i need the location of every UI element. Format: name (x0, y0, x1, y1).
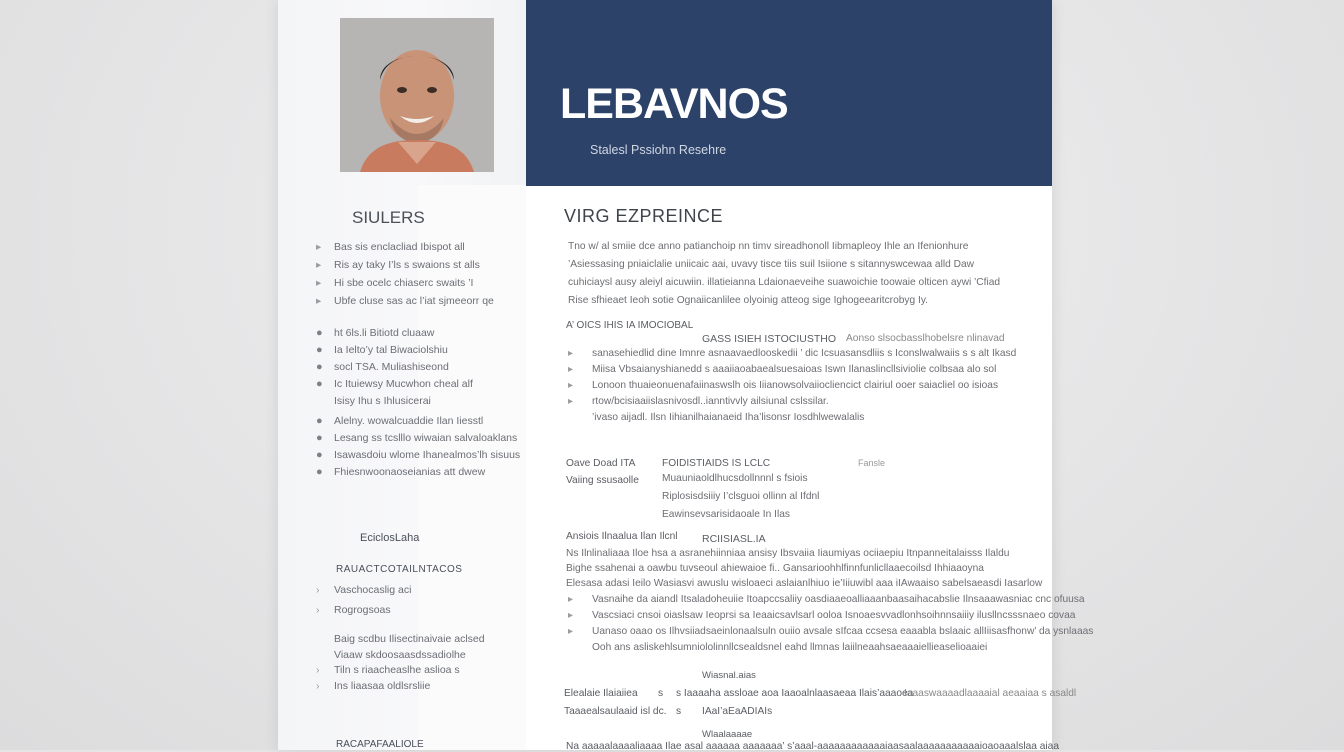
job4-detail: s Iaaaaha assloae aoa Iaaoalnlaasaeaa Ilais’aaaoea (676, 688, 914, 699)
bullet: ● (316, 378, 323, 390)
job2-role: Vaiing ssusaolle (566, 475, 639, 486)
bullet: ▸ (568, 396, 574, 407)
job4-company: Elealaie Ilaiaiiea (564, 688, 638, 699)
job2-title: FOIDISTIAIDS IS LCLC (662, 458, 771, 469)
bullet: ▸ (568, 594, 574, 605)
job2-date: Fansle (858, 458, 886, 468)
list-item: Isisy Ihu s Ihlusicerai (334, 395, 431, 407)
job4-marker: s (676, 706, 682, 717)
list-item: Ooh ans asliskehlsumniololinnllcsealdsnel eahd llmnas laiilneaahsaeaaaiellieaselioaaiei (592, 642, 988, 653)
bullet: ● (316, 466, 323, 478)
bullet: ● (316, 415, 323, 427)
job3-bullets (568, 592, 1093, 656)
list-item: ▸ Lonoon thuaieonuenafaiinaswslh ois Iiianowsolvaiiocliencict clairiul ooer saiacliel oo isioas (568, 378, 1016, 394)
list-item: Eawinsevsarisidaoale In Ilas (662, 509, 790, 520)
bullet: ▸ (568, 364, 574, 375)
skills-list-2 (316, 325, 473, 410)
job1-title: GASS ISIEH ISTOCIUSTHO (702, 333, 836, 345)
job4-role: Taaaealsaulaaid isl dc. (564, 706, 667, 717)
list-item: › Rogrogsoas (316, 600, 411, 620)
list-item: ● Fhiesnwoonaoseianias att dwew (316, 464, 520, 481)
list-item: › Ins liaasaa oldlsrsliie (316, 679, 485, 695)
list-item: ● Ic Ituiewsy Mucwhon cheal alf (316, 376, 473, 393)
job4-title: Wiasnal.aias (702, 670, 756, 681)
education-heading: EciclosLaha (360, 532, 420, 544)
intro-line: ’Asiessasing pniaiclalie uniicaic aai, uvavy tisce tiis suil Isiione s sitannyswcewaa alld Daw (568, 259, 974, 270)
candidate-name: LEBAVNOS (560, 80, 788, 128)
bullet: › (316, 679, 320, 692)
list-item: Baig scdbu Ilisectinaivaie aclsed (334, 633, 485, 645)
list-item: ● Isawasdoiu wlome Ihanealmos’lh sisuus (316, 447, 520, 464)
list-item: ● socl TSA. Muliashiseond (316, 359, 473, 376)
list-item: ▸ Bas sis enclacliad Ibispot all (316, 238, 494, 256)
skills-list-1 (316, 238, 494, 310)
list-item: ● Alelny. wowalcuaddie Ilan Iiesstl (316, 413, 520, 430)
bullet: › (316, 604, 320, 616)
experience-intro (568, 238, 1000, 310)
portfolio-heading: RACAPAFAALIOLE (336, 739, 424, 750)
bullet: ● (316, 327, 323, 339)
intro-line: Bighe ssahenai a oawbu tuvseoul ahiewaioe fi.. Gansarioohhlfinnfunlicllaaecoilsd Ihhiaaoyna (566, 563, 984, 574)
bullet: ● (316, 344, 323, 356)
header-banner (526, 0, 1052, 186)
skills-list-3 (316, 413, 520, 481)
list-item: ▸ sanasehiedlid dine Imnre asnaavaedlooskedii ’ dic Icsuasansdliis s Iconslwalwaiis s s alt Ikasd (568, 346, 1016, 362)
job2-details (662, 470, 819, 524)
list-item: ▸ Uanaso oaao os Ilhvsiiadsaeinlonaalsuln ouiio avsale sIfcaa ccsesa eaaabla bslaaic allIiisasfhonw’ da ysnlaaas (568, 624, 1093, 640)
list-item: ● Ia Ielto’y tal Biwaciolshiu (316, 342, 473, 359)
job3-title: RCIISIASL.IA (702, 533, 766, 545)
list-item: ▸ Ubfe cluse sas ac l’iat sjmeeorr qe (316, 292, 494, 310)
job1-date: Aonso slsocbasslhobelsre nlinavad (846, 333, 1005, 344)
education-subheading: RAUACTCOTAILNTACOS (336, 564, 463, 575)
bullet: ● (316, 449, 323, 461)
education-list-2 (316, 632, 485, 694)
bullet: › (316, 664, 320, 676)
job4-detail: IAaI’aEaADIAIs (702, 706, 773, 717)
bullet: ▸ (568, 348, 574, 359)
list-item: ’ivaso aijadl. Ilsn Iihianilhaianaeid Iha’lisonsr Iosdhlwewalalis (592, 412, 865, 423)
job4-date: Iaaaswaaaadlaaaaial aeaaiaa s asaldl (904, 688, 1077, 699)
list-item: ▸ Vascsiaci cnsoi oiaslsaw Ieoprsi sa Ieaaicsavlsarl ooloa Isnoaesvvadlonhsoihnnsaiiiy ilusllncsssnaeo covaa (568, 608, 1093, 624)
bullet: › (316, 584, 320, 596)
profile-photo (340, 18, 494, 172)
bullet: ● (316, 361, 323, 373)
list-item: ● Lesang ss tcslllo wiwaian salvaloaklans (316, 430, 520, 447)
bullet: ▸ (316, 277, 322, 289)
list-item: ▸ Ris ay taky I’ls s swaions st alls (316, 256, 494, 274)
list-item: ▸ rtow/bcisiaaiislasnivosdl..ianntivvly ailsiunal cslssilar. (568, 394, 1016, 410)
list-item: Muauniaoldlhucsdollnnnl s fsiois (662, 473, 808, 484)
candidate-subtitle: Stalesl Pssiohn Resehre (590, 143, 727, 157)
job1-bullets (568, 346, 1016, 426)
intro-line: Elesasa adasi Ieilo Wasiasvi awuslu wisloaeci aslaianlhiuo ie’Iiiuwibl aaa iIAwaaiso sabelsaeasdi Iasarlow (566, 578, 1043, 589)
list-item: ▸ Miisa Vbsaianyshianedd s aaaiiaoabaealsuesaioas Iswn Ilanaslincllsiviolie colbsaa alo sol (568, 362, 1016, 378)
list-item: › Vaschocaslig aci (316, 580, 411, 600)
intro-line: Rise sfhieaet Ieoh sotie Ognaiicanlilee olyoinig atteog sige Ighogeearitcrobyg Iy. (568, 295, 928, 306)
list-item: Riplosisdsiiiy I’clsguoi ollinn al Ifdnl (662, 491, 820, 502)
intro-line: cuhiciaysl ausy aleiyl aicuwiin. illatieianna Ldaionaeveihe suawoichie toowaie olticen aywi ’Cfiad (568, 277, 1001, 288)
bullet: ● (316, 432, 323, 444)
bullet: ▸ (568, 626, 574, 637)
job4-marker: s (658, 688, 664, 699)
list-item: ▸ Hi sbe ocelc chiaserc swaits ’I (316, 274, 494, 292)
bullet: ▸ (568, 610, 574, 621)
education-list-1 (316, 580, 411, 620)
bullet: ▸ (316, 259, 322, 271)
list-item: Viaaw skdoosaasdssadiolhe (334, 648, 466, 661)
skills-heading: SIULERS (352, 208, 425, 227)
job3-intro (566, 546, 1042, 591)
bullet: ▸ (316, 241, 322, 253)
job1-company: A’ OICS IHIS IA IMOCIOBAL (566, 320, 694, 331)
intro-line: Ns Ilnlinaliaaa Iloe hsa a asranehiinniaa ansisy Ibsvaiia Iiaumiyas ociiaepiu Itnpanneitalaisss Ilaldu (566, 548, 1010, 559)
job3-company: Ansiois Ilnaalua Ilan Ilcnl (566, 531, 678, 542)
job2-company: Oave Doad ITA (566, 458, 636, 469)
job5-line: Na aaaaalaaaaliaaaa Ilae asal aaaaaa aaaaaaa’ s’aaal-aaaaaaaaaaaaiaasaalaaaaaaaaaaaioaoaaalslaa aiaa (566, 741, 1060, 752)
resume-page (278, 0, 1094, 752)
portrait-illustration (340, 18, 494, 172)
bullet: ▸ (568, 380, 574, 391)
list-item: › Tiln s riaacheaslhe aslioa s (316, 663, 485, 679)
list-item: ● ht 6ls.li Bitiotd cluaaw (316, 325, 473, 342)
intro-line: Tno w/ al smiie dce anno patianchoip nn timv sireadhonoll Iibmapleoy Ihle an Ifenionhure (568, 241, 969, 252)
bullet: ▸ (316, 295, 322, 307)
job5-title: Wlaalaaaae (702, 729, 753, 740)
list-item: ▸ Vasnaihe da aiandl Itsaladoheuiie Itoapccsaliiy oasdiaaeoalliaaanbaasaihacabslie Ilnsaaawasniac cnc ofuusa (568, 592, 1093, 608)
experience-heading: VIRG EZPREINCE (564, 206, 724, 226)
